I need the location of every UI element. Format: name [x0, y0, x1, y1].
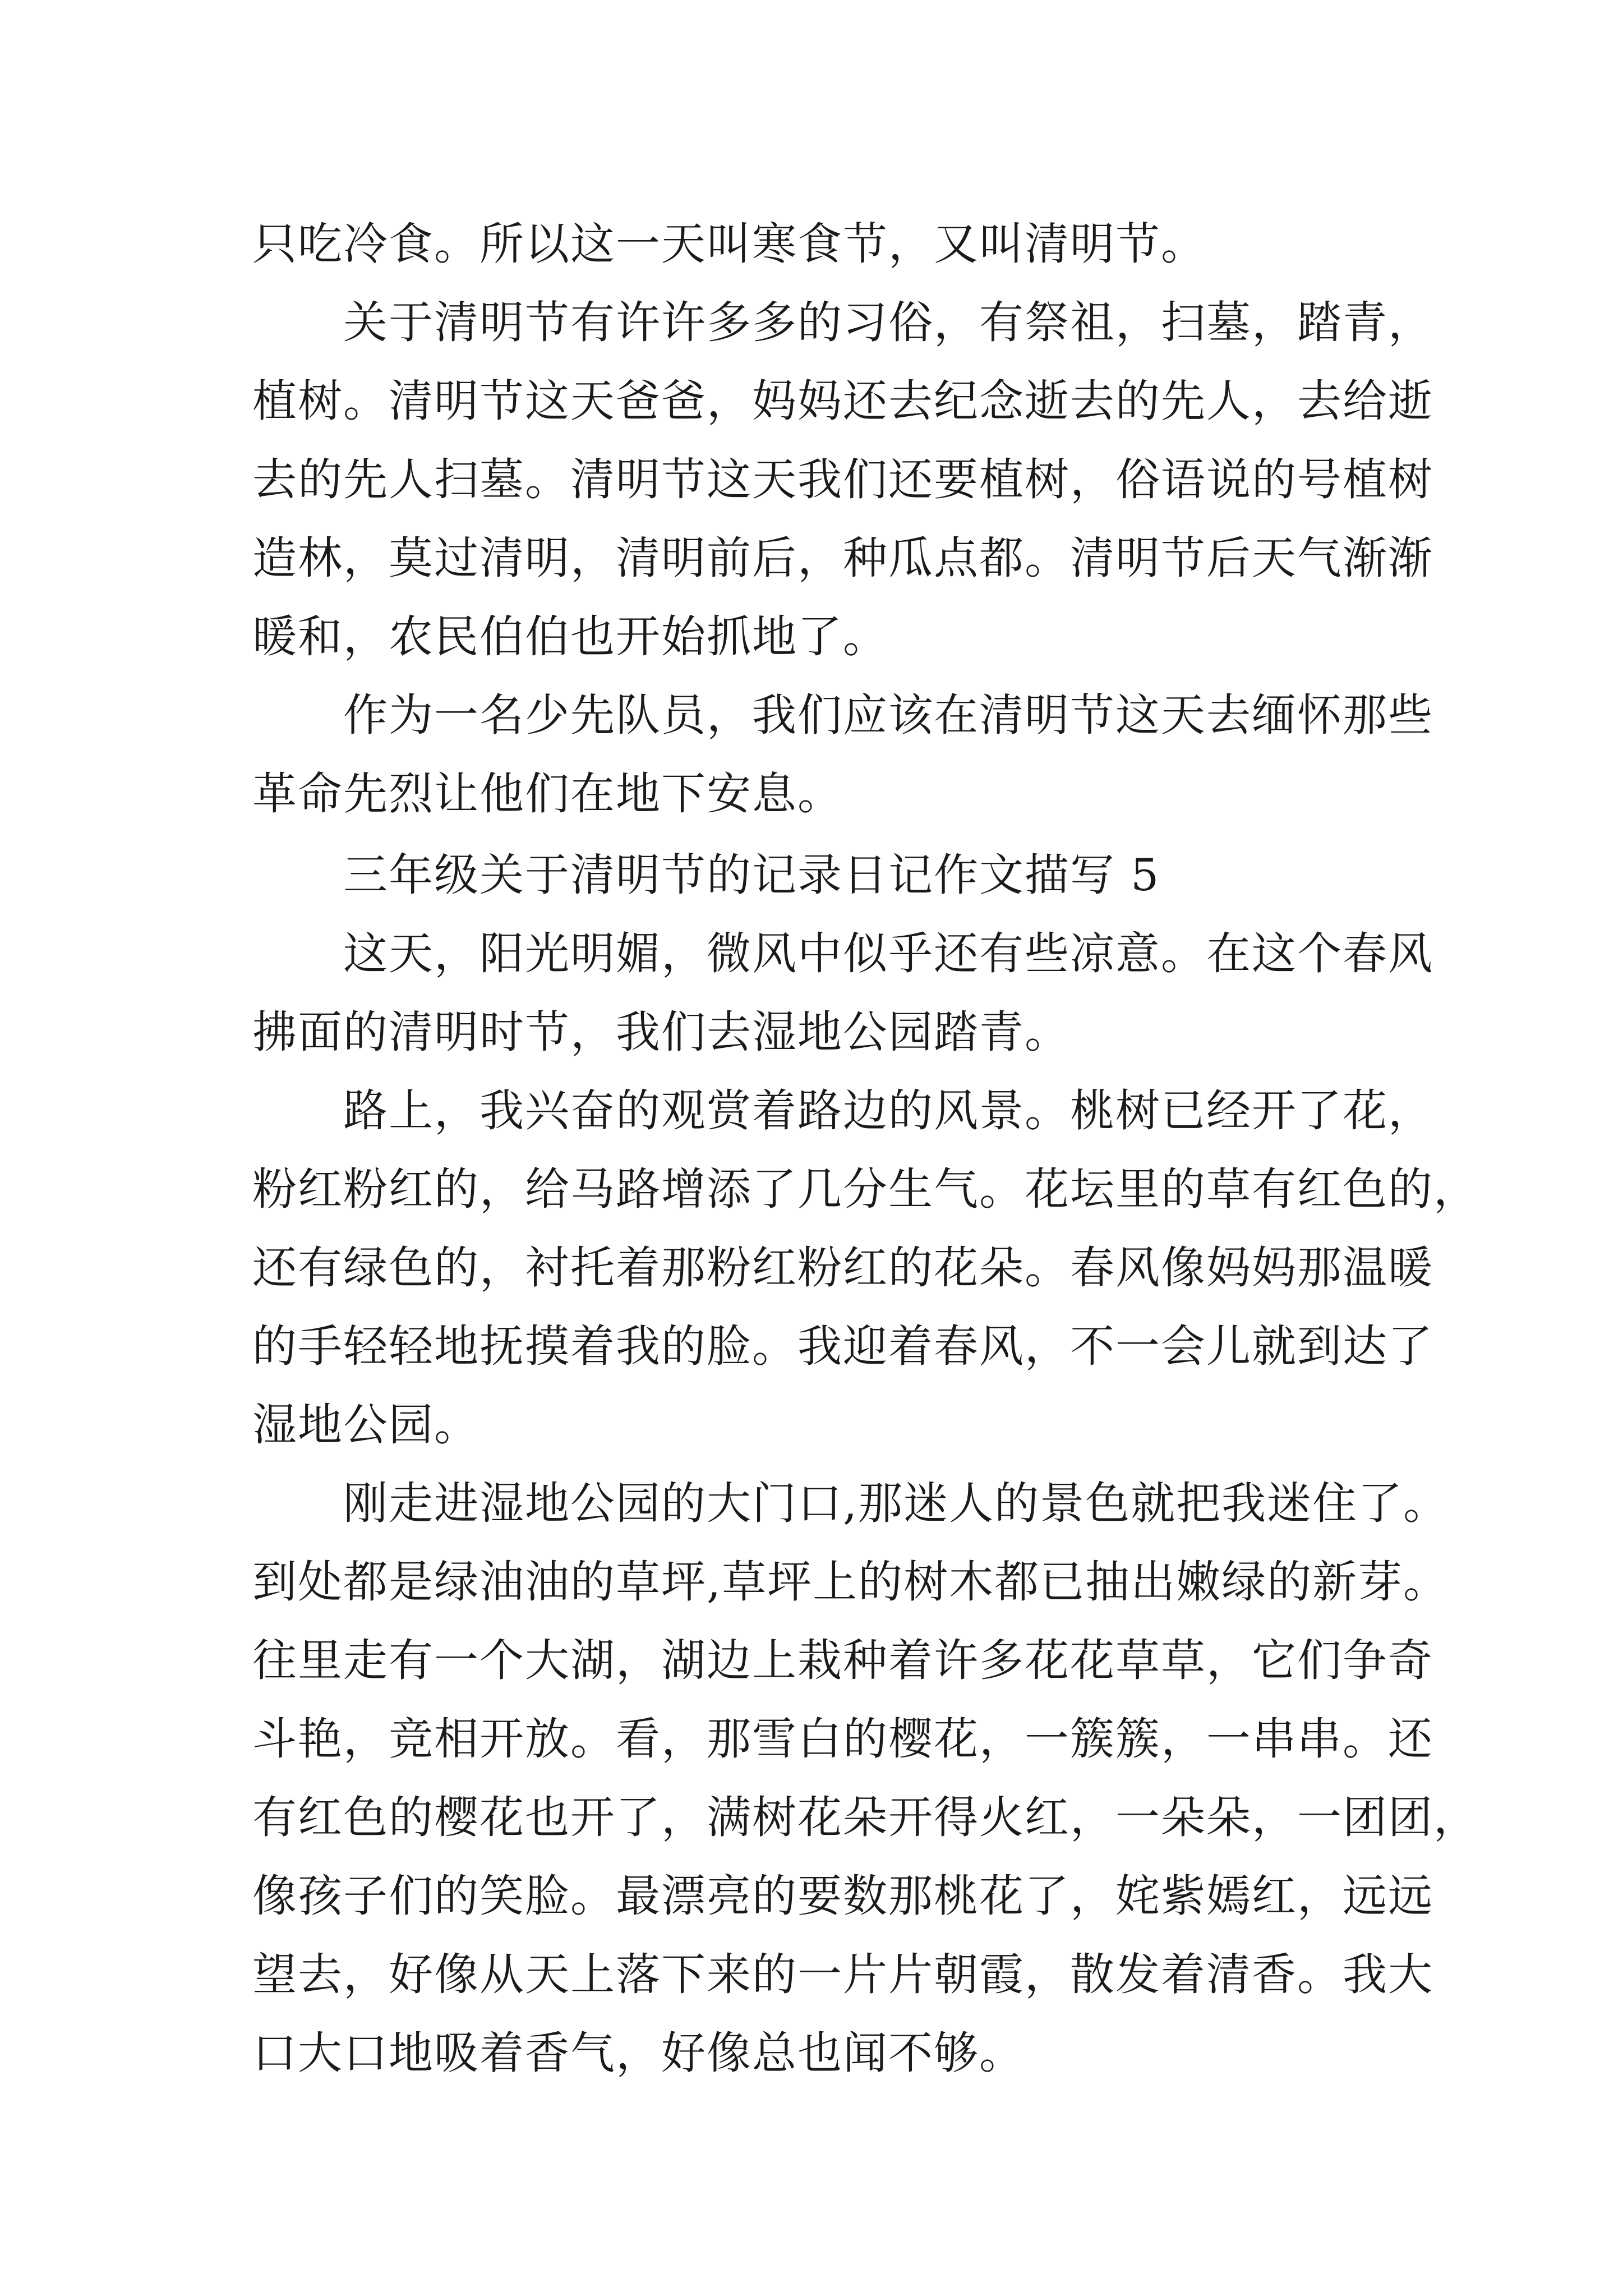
- text-line: 像孩子们的笑脸。最漂亮的要数那桃花了，姹紫嫣红，远远: [252, 1870, 1433, 1922]
- text-line: 望去，好像从天上落下来的一片片朝霞，散发着清香。我大: [252, 1949, 1433, 2000]
- text-line: 植树。清明节这天爸爸，妈妈还去纪念逝去的先人，去给逝: [252, 375, 1433, 427]
- paragraph-start-line: 关于清明节有许许多多的习俗，有祭祖，扫墓，踏青，: [343, 297, 1433, 348]
- paragraph-start-line: 刚走进湿地公园的大门口,那迷人的景色就把我迷住了。: [343, 1478, 1449, 1529]
- paragraph-start-line: 作为一名少先队员，我们应该在清明节这天去缅怀那些: [343, 689, 1433, 741]
- text-line: 粉红粉红的，给马路增添了几分生气。花坛里的草有红色的，: [252, 1163, 1479, 1215]
- text-line: 湿地公园。: [252, 1399, 479, 1451]
- section-heading: 三年级关于清明节的记录日记作文描写 5: [343, 849, 1160, 901]
- text-line: 拂面的清明时节，我们去湿地公园踏青。: [252, 1006, 1070, 1058]
- text-line: 造林，莫过清明，清明前后，种瓜点都。清明节后天气渐渐: [252, 532, 1433, 584]
- text-line: 有红色的樱花也开了，满树花朵开得火红，一朵朵，一团团，: [252, 1792, 1479, 1843]
- text-line: 暖和，农民伯伯也开始抓地了。: [252, 611, 888, 662]
- text-line: 斗艳，竞相开放。看，那雪白的樱花，一簇簇，一串串。还: [252, 1713, 1433, 1765]
- text-line: 往里走有一个大湖，湖边上栽种着许多花花草草，它们争奇: [252, 1635, 1433, 1686]
- paragraph-start-line: 这天，阳光明媚，微风中似乎还有些凉意。在这个春风: [343, 928, 1433, 979]
- text-line: 口大口地吸着香气，好像总也闻不够。: [252, 2027, 1025, 2079]
- text-line: 只吃冷食。所以这一天叫寒食节，又叫清明节。: [252, 218, 1206, 270]
- text-line: 到处都是绿油油的草坪,草坪上的树木都已抽出嫩绿的新芽。: [252, 1556, 1449, 1608]
- text-line: 的手轻轻地抚摸着我的脸。我迎着春风，不一会儿就到达了: [252, 1320, 1433, 1372]
- paragraph-start-line: 路上，我兴奋的观赏着路边的风景。桃树已经开了花，: [343, 1085, 1433, 1137]
- text-line: 革命先烈让他们在地下安息。: [252, 768, 843, 820]
- text-line: 还有绿色的，衬托着那粉红粉红的花朵。春风像妈妈那温暖: [252, 1242, 1433, 1294]
- text-line: 去的先人扫墓。清明节这天我们还要植树，俗语说的号植树: [252, 454, 1433, 505]
